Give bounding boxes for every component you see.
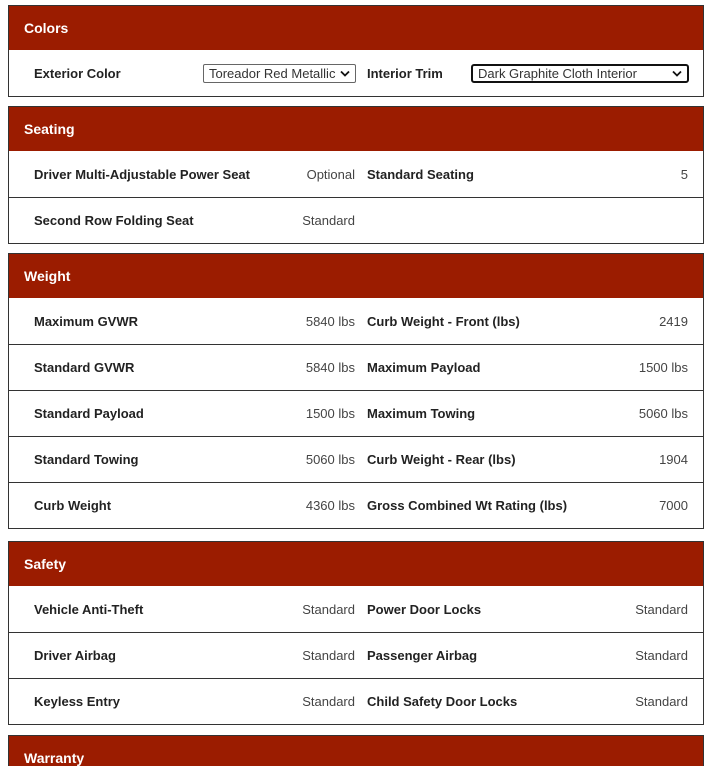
warranty-header: Warranty: [9, 736, 703, 766]
spec-label: Maximum GVWR: [34, 313, 139, 329]
table-row: [9, 482, 703, 528]
spec-label: Standard GVWR: [34, 360, 135, 375]
spec-label: Power Door Locks: [367, 601, 482, 617]
spec-value: Standard: [635, 648, 688, 663]
spec-label: Second Row Folding Seat: [34, 213, 194, 228]
spec-value: Optional: [306, 166, 355, 182]
spec-label: Curb Weight - Rear (lbs): [367, 452, 516, 467]
interior-trim-label: Interior Trim: [367, 65, 443, 81]
table-row: [9, 632, 703, 678]
spec-value: 5840 lbs: [305, 360, 355, 375]
table-row: [9, 678, 703, 724]
spec-label: Maximum Payload: [367, 360, 481, 375]
spec-label: Passenger Airbag: [367, 648, 478, 663]
warranty-section: [8, 735, 704, 766]
spec-value: 1500 lbs: [305, 406, 355, 421]
chevron-down-icon: [672, 70, 682, 77]
spec-value: 7000: [659, 498, 688, 513]
exterior-color-value: Toreador Red Metallic: [209, 66, 336, 81]
colors-header: Colors: [9, 6, 703, 50]
spec-label: Curb Weight: [34, 498, 112, 513]
spec-value: 1500 lbs: [638, 360, 688, 375]
safety-header: Safety: [9, 542, 703, 586]
exterior-color-label: Exterior Color: [34, 65, 121, 81]
interior-trim-value: Dark Graphite Cloth Interior: [478, 66, 637, 81]
spec-value: Standard: [302, 648, 355, 663]
colors-section: [8, 5, 704, 97]
table-row: [9, 436, 703, 482]
spec-value: Standard: [302, 694, 355, 709]
spec-value: 5060 lbs: [305, 452, 355, 467]
spec-value: 5060 lbs: [638, 406, 688, 421]
exterior-color-select[interactable]: [203, 64, 356, 83]
table-row: [9, 197, 703, 243]
spec-label: Gross Combined Wt Rating (lbs): [367, 498, 568, 513]
spec-label: Driver Multi-Adjustable Power Seat: [34, 166, 250, 182]
spec-label: Keyless Entry: [34, 694, 120, 709]
spec-value: Standard: [635, 601, 688, 617]
spec-value: 5: [680, 166, 688, 182]
table-row: [9, 586, 703, 632]
spec-value: 4360 lbs: [305, 498, 355, 513]
interior-trim-select[interactable]: [471, 64, 689, 83]
spec-label: Driver Airbag: [34, 648, 116, 663]
table-row: [9, 344, 703, 390]
weight-section: [8, 253, 704, 529]
table-row: [9, 298, 703, 344]
spec-label: Vehicle Anti-Theft: [34, 601, 144, 617]
spec-value: 2419: [659, 313, 688, 329]
spec-value: Standard: [635, 694, 688, 709]
table-row: [9, 151, 703, 197]
spec-value: 1904: [659, 452, 688, 467]
spec-label: Curb Weight - Front (lbs): [367, 313, 520, 329]
spec-value: 5840 lbs: [305, 313, 355, 329]
safety-section: [8, 541, 704, 725]
spec-label: Standard Payload: [34, 406, 144, 421]
chevron-down-icon: [340, 70, 350, 77]
spec-label: Standard Seating: [367, 166, 474, 182]
colors-row: [9, 50, 703, 96]
spec-label: Child Safety Door Locks: [367, 694, 518, 709]
weight-header: Weight: [9, 254, 703, 298]
spec-value: Standard: [302, 213, 355, 228]
seating-section: [8, 106, 704, 244]
spec-label: Maximum Towing: [367, 406, 476, 421]
table-row: [9, 390, 703, 436]
spec-label: Standard Towing: [34, 452, 139, 467]
seating-header: Seating: [9, 107, 703, 151]
spec-value: Standard: [302, 601, 355, 617]
